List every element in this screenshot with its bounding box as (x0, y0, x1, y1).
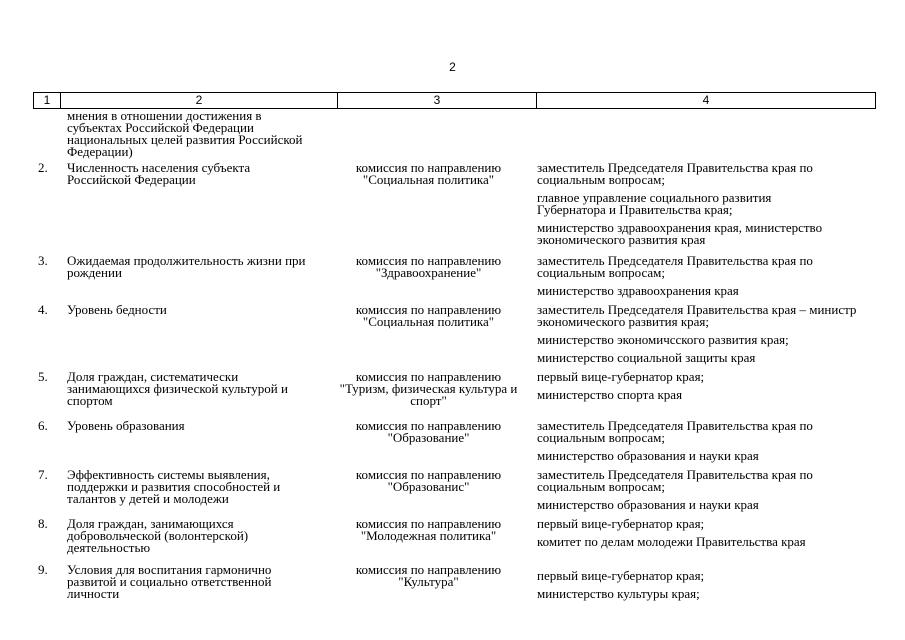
table-row (33, 564, 876, 604)
responsible-item: заместитель Председателя Правительства края – министр экономического развития края; (537, 302, 857, 329)
table-body (33, 110, 876, 604)
responsible-item: заместитель Председателя Правительства края по социальным вопросам; (537, 253, 813, 280)
responsible-cell (521, 304, 876, 364)
responsible-cell (521, 162, 876, 246)
indicator-cell: мнения в отношении достижения в субъектах Российской Федерации национальных целей развития Российской Федерации) (67, 108, 303, 159)
commission-cell: комиссия по направлению "Образованис" (355, 467, 502, 494)
responsible-item: заместитель Председателя Правительства края по социальным вопросам; (537, 467, 813, 494)
table-row (33, 469, 876, 518)
row-number: 8. (38, 516, 48, 531)
page-number: 2 (449, 60, 456, 74)
responsible-item: первый вице-губернатор края; (537, 568, 705, 583)
header-col-4: 4 (536, 93, 875, 108)
table-header (33, 92, 876, 109)
responsible-item: министерство образования и науки края (537, 497, 759, 512)
row-number: 6. (38, 418, 48, 433)
commission-cell: комиссия по направлению "Социальная политика" (355, 160, 502, 187)
indicator-cell: Доля граждан, систематически занимающихся физической культурой и спортом (67, 369, 288, 408)
indicator-cell: Уровень образования (67, 418, 185, 433)
responsible-item: министерство образования и науки края (537, 448, 759, 463)
header-col-1: 1 (43, 93, 51, 107)
header-col-3: 3 (337, 93, 536, 108)
indicator-cell: Ожидаемая продолжительность жизни при рождении (67, 253, 306, 280)
responsible-item: министерство спорта края (537, 387, 683, 402)
commission-cell: комиссия по направлению "Образование" (355, 418, 502, 445)
row-number: 9. (38, 562, 48, 577)
responsible-cell (521, 564, 876, 600)
row-number: 3. (38, 253, 48, 268)
commission-cell: комиссия по направлению "Туризм, физическая культура и спорт" (339, 369, 518, 408)
commission-cell: комиссия по направлению "Здравоохранение" (355, 253, 502, 280)
responsible-cell (521, 255, 876, 297)
commission-cell: комиссия по направлению "Культура" (355, 562, 502, 589)
responsible-item: заместитель Председателя Правительства края по социальным вопросам; (537, 160, 813, 187)
table-row (33, 304, 876, 371)
responsible-item: министерство здравоохранения края (537, 283, 739, 298)
indicator-cell: Доля граждан, занимающихся добровольческой (волонтерской) деятельностью (67, 516, 249, 555)
responsible-item: заместитель Председателя Правительства края по социальным вопросам; (537, 418, 813, 445)
responsible-cell (521, 371, 876, 401)
commission-cell: комиссия по направлению "Молодежная политика" (355, 516, 502, 543)
responsible-cell (521, 469, 876, 511)
responsible-cell (521, 518, 876, 548)
indicator-cell: Условия для воспитания гармонично развитой и социально ответственной личности (67, 562, 272, 601)
table-row (33, 371, 876, 420)
row-number: 4. (38, 302, 48, 317)
table-row (33, 518, 876, 564)
table-row (33, 162, 876, 255)
responsible-item: министерство социальной защиты края (537, 350, 756, 365)
responsible-item: первый вице-губернатор края; (537, 516, 705, 531)
responsible-item: министерство культуры края; (537, 586, 700, 601)
row-number: 2. (38, 160, 48, 175)
responsible-cell (521, 420, 876, 462)
table-row-continuation (33, 110, 876, 162)
responsible-item: комитет по делам молодежи Правительства края (537, 534, 806, 549)
row-number: 5. (38, 369, 48, 384)
indicator-cell: Уровень бедности (67, 302, 167, 317)
table-row (33, 255, 876, 304)
responsible-item: главное управление социального развития Губернатора и Правительства края; (537, 190, 772, 217)
indicator-cell: Эффективность системы выявления, поддержки и развития способностей и талантов у детей и молодежи (67, 467, 281, 506)
responsible-item: министерство здравоохранения края, министерство экономического развития края (537, 220, 823, 247)
row-number: 7. (38, 467, 48, 482)
commission-cell: комиссия по направлению "Социальная политика" (355, 302, 502, 329)
responsible-item: министерство экономичсского развития края; (537, 332, 789, 347)
table-row (33, 420, 876, 469)
header-col-2: 2 (60, 93, 337, 108)
responsible-item: первый вице-губернатор края; (537, 369, 705, 384)
indicator-cell: Численность населения субъекта Российской Федерации (67, 160, 251, 187)
